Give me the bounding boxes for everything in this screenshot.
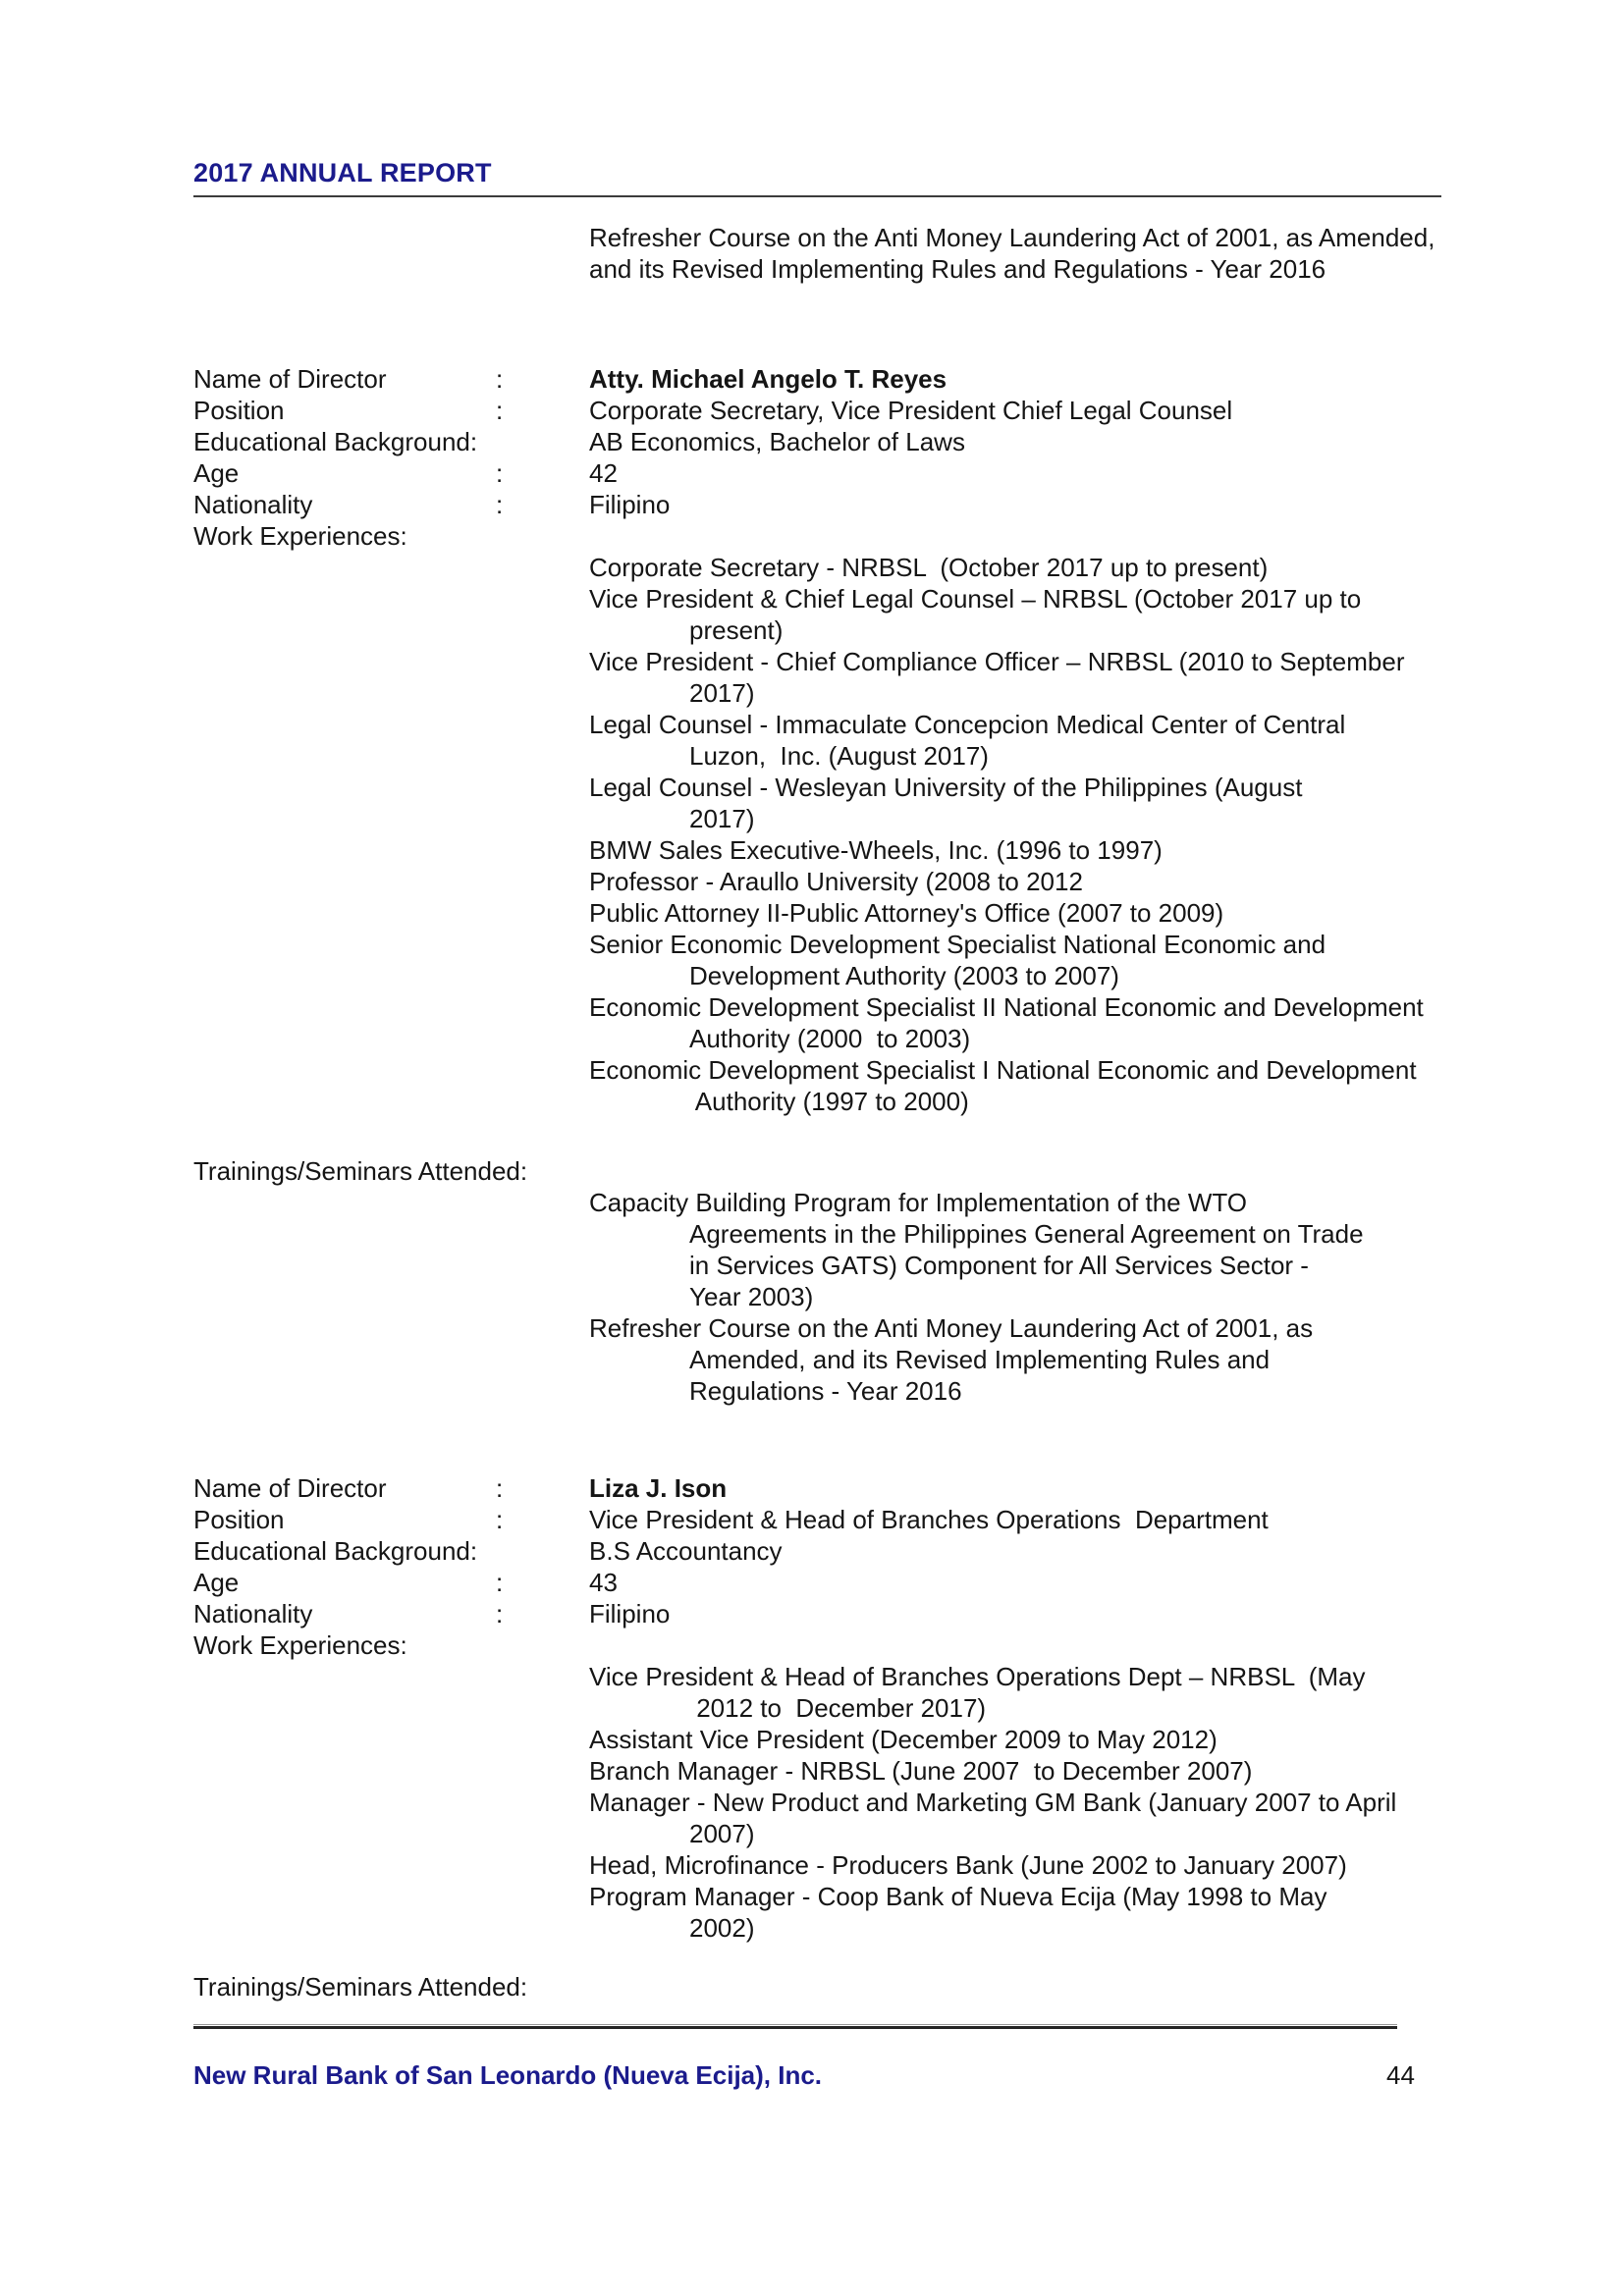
field-colon: : [496, 1473, 504, 1503]
field-label: Work Experiences: [193, 521, 407, 551]
training-line: Refresher Course on the Anti Money Laundering Act of 2001, as [589, 1313, 1314, 1343]
director-1-fields [193, 363, 1568, 552]
field-value: AB Economics, Bachelor of Laws [589, 427, 965, 456]
director-1-trainings [589, 1187, 1581, 1407]
field-label: Name of Director [193, 364, 387, 394]
field-value: 43 [589, 1568, 618, 1597]
director-name: Liza J. Ison [589, 1473, 728, 1503]
work-experience-line: Economic Development Specialist I National Economic and Development [589, 1055, 1417, 1085]
work-experience-line: 2002) [689, 1913, 755, 1943]
footer-rule [193, 2024, 1397, 2029]
field-colon: : [496, 364, 504, 394]
work-experience-line: present) [689, 615, 784, 645]
field-colon: : [496, 1599, 504, 1629]
training-line: and its Revised Implementing Rules and Regulations - Year 2016 [589, 254, 1326, 284]
work-experience-line: Program Manager - Coop Bank of Nueva Ecija (May 1998 to May [589, 1882, 1327, 1911]
work-experience-line: 2017) [689, 804, 755, 833]
footer-page-number: 44 [1386, 2060, 1415, 2090]
work-experience-line: Corporate Secretary - NRBSL (October 2017 up to present) [589, 553, 1269, 582]
field-row [193, 426, 1568, 457]
work-experience-line: 2012 to December 2017) [689, 1693, 987, 1723]
field-value: Corporate Secretary, Vice President Chief Legal Counsel [589, 396, 1233, 425]
work-experience-line: Professor - Araullo University (2008 to 2012 [589, 867, 1083, 896]
header-rule [193, 195, 1441, 197]
field-row [193, 395, 1568, 426]
field-row [193, 363, 1568, 395]
director-2-work-experiences [589, 1661, 1581, 1944]
field-label: Age [193, 1568, 240, 1597]
field-row [193, 520, 1568, 552]
director-2-fields [193, 1472, 1568, 1661]
training-line: Agreements in the Philippines General Agreement on Trade [689, 1219, 1364, 1249]
field-label: Position [193, 396, 285, 425]
field-colon: : [496, 1505, 504, 1534]
work-experience-line: Manager - New Product and Marketing GM Bank (January 2007 to April [589, 1788, 1397, 1817]
work-experience-line: Assistant Vice President (December 2009 to May 2012) [589, 1725, 1218, 1754]
training-line: Regulations - Year 2016 [689, 1376, 962, 1406]
work-experience-line: Vice President & Head of Branches Operations Dept – NRBSL (May [589, 1662, 1366, 1691]
work-experience-line: Authority (1997 to 2000) [689, 1087, 969, 1116]
field-row [193, 1567, 1568, 1598]
trainings-label: Trainings/Seminars Attended: [193, 1972, 528, 2002]
work-experience-line: Luzon, Inc. (August 2017) [689, 741, 989, 771]
work-experience-line: Legal Counsel - Immaculate Concepcion Medical Center of Central [589, 710, 1346, 739]
field-colon: : [496, 1568, 504, 1597]
training-line: Refresher Course on the Anti Money Laundering Act of 2001, as Amended, [589, 223, 1435, 252]
field-label: Educational Background: [193, 427, 478, 456]
field-label: Age [193, 458, 240, 488]
work-experience-line: Vice President & Chief Legal Counsel – NRBSL (October 2017 up to [589, 584, 1362, 614]
training-line: Amended, and its Revised Implementing Rules and [689, 1345, 1271, 1374]
field-row [193, 1504, 1568, 1535]
work-experience-line: Authority (2000 to 2003) [689, 1024, 971, 1053]
field-colon: : [496, 458, 504, 488]
work-experience-line: 2007) [689, 1819, 755, 1848]
field-row [193, 489, 1568, 520]
page-title: 2017 ANNUAL REPORT [193, 158, 492, 187]
work-experience-line: Vice President - Chief Compliance Officer – NRBSL (2010 to September [589, 647, 1405, 676]
work-experience-line: Branch Manager - NRBSL (June 2007 to December 2007) [589, 1756, 1253, 1786]
director-name: Atty. Michael Angelo T. Reyes [589, 364, 947, 394]
field-value: B.S Accountancy [589, 1536, 783, 1566]
training-line: in Services GATS) Component for All Services Sector - [689, 1251, 1309, 1280]
work-experience-line: Senior Economic Development Specialist National Economic and [589, 930, 1326, 959]
field-row [193, 457, 1568, 489]
training-line: Year 2003) [689, 1282, 814, 1311]
footer-bank-name: New Rural Bank of San Leonardo (Nueva Ecija), Inc. [193, 2060, 823, 2090]
director-1-work-experiences [589, 552, 1581, 1117]
field-label: Work Experiences: [193, 1630, 407, 1660]
field-row [193, 1472, 1568, 1504]
work-experience-line: Legal Counsel - Wesleyan University of the Philippines (August [589, 773, 1303, 802]
field-value: 42 [589, 458, 618, 488]
trainings-label: Trainings/Seminars Attended: [193, 1156, 528, 1186]
work-experience-line: Development Authority (2003 to 2007) [689, 961, 1119, 990]
work-experience-line: BMW Sales Executive-Wheels, Inc. (1996 to 1997) [589, 835, 1163, 865]
work-experience-line: Economic Development Specialist II National Economic and Development [589, 992, 1424, 1022]
field-row [193, 1629, 1568, 1661]
field-row [193, 1535, 1568, 1567]
work-experience-line: 2017) [689, 678, 755, 708]
field-colon: : [496, 490, 504, 519]
field-value: Filipino [589, 490, 671, 519]
training-line: Capacity Building Program for Implementation of the WTO [589, 1188, 1248, 1217]
field-value: Vice President & Head of Branches Operations Department [589, 1505, 1269, 1534]
carryover-training-note [589, 222, 1435, 285]
field-label: Nationality [193, 490, 313, 519]
field-label: Nationality [193, 1599, 313, 1629]
field-value: Filipino [589, 1599, 671, 1629]
work-experience-line: Public Attorney II-Public Attorney's Office (2007 to 2009) [589, 898, 1224, 928]
field-label: Position [193, 1505, 285, 1534]
field-label: Educational Background: [193, 1536, 478, 1566]
field-colon: : [496, 396, 504, 425]
field-row [193, 1598, 1568, 1629]
work-experience-line: Head, Microfinance - Producers Bank (June 2002 to January 2007) [589, 1850, 1347, 1880]
field-label: Name of Director [193, 1473, 387, 1503]
